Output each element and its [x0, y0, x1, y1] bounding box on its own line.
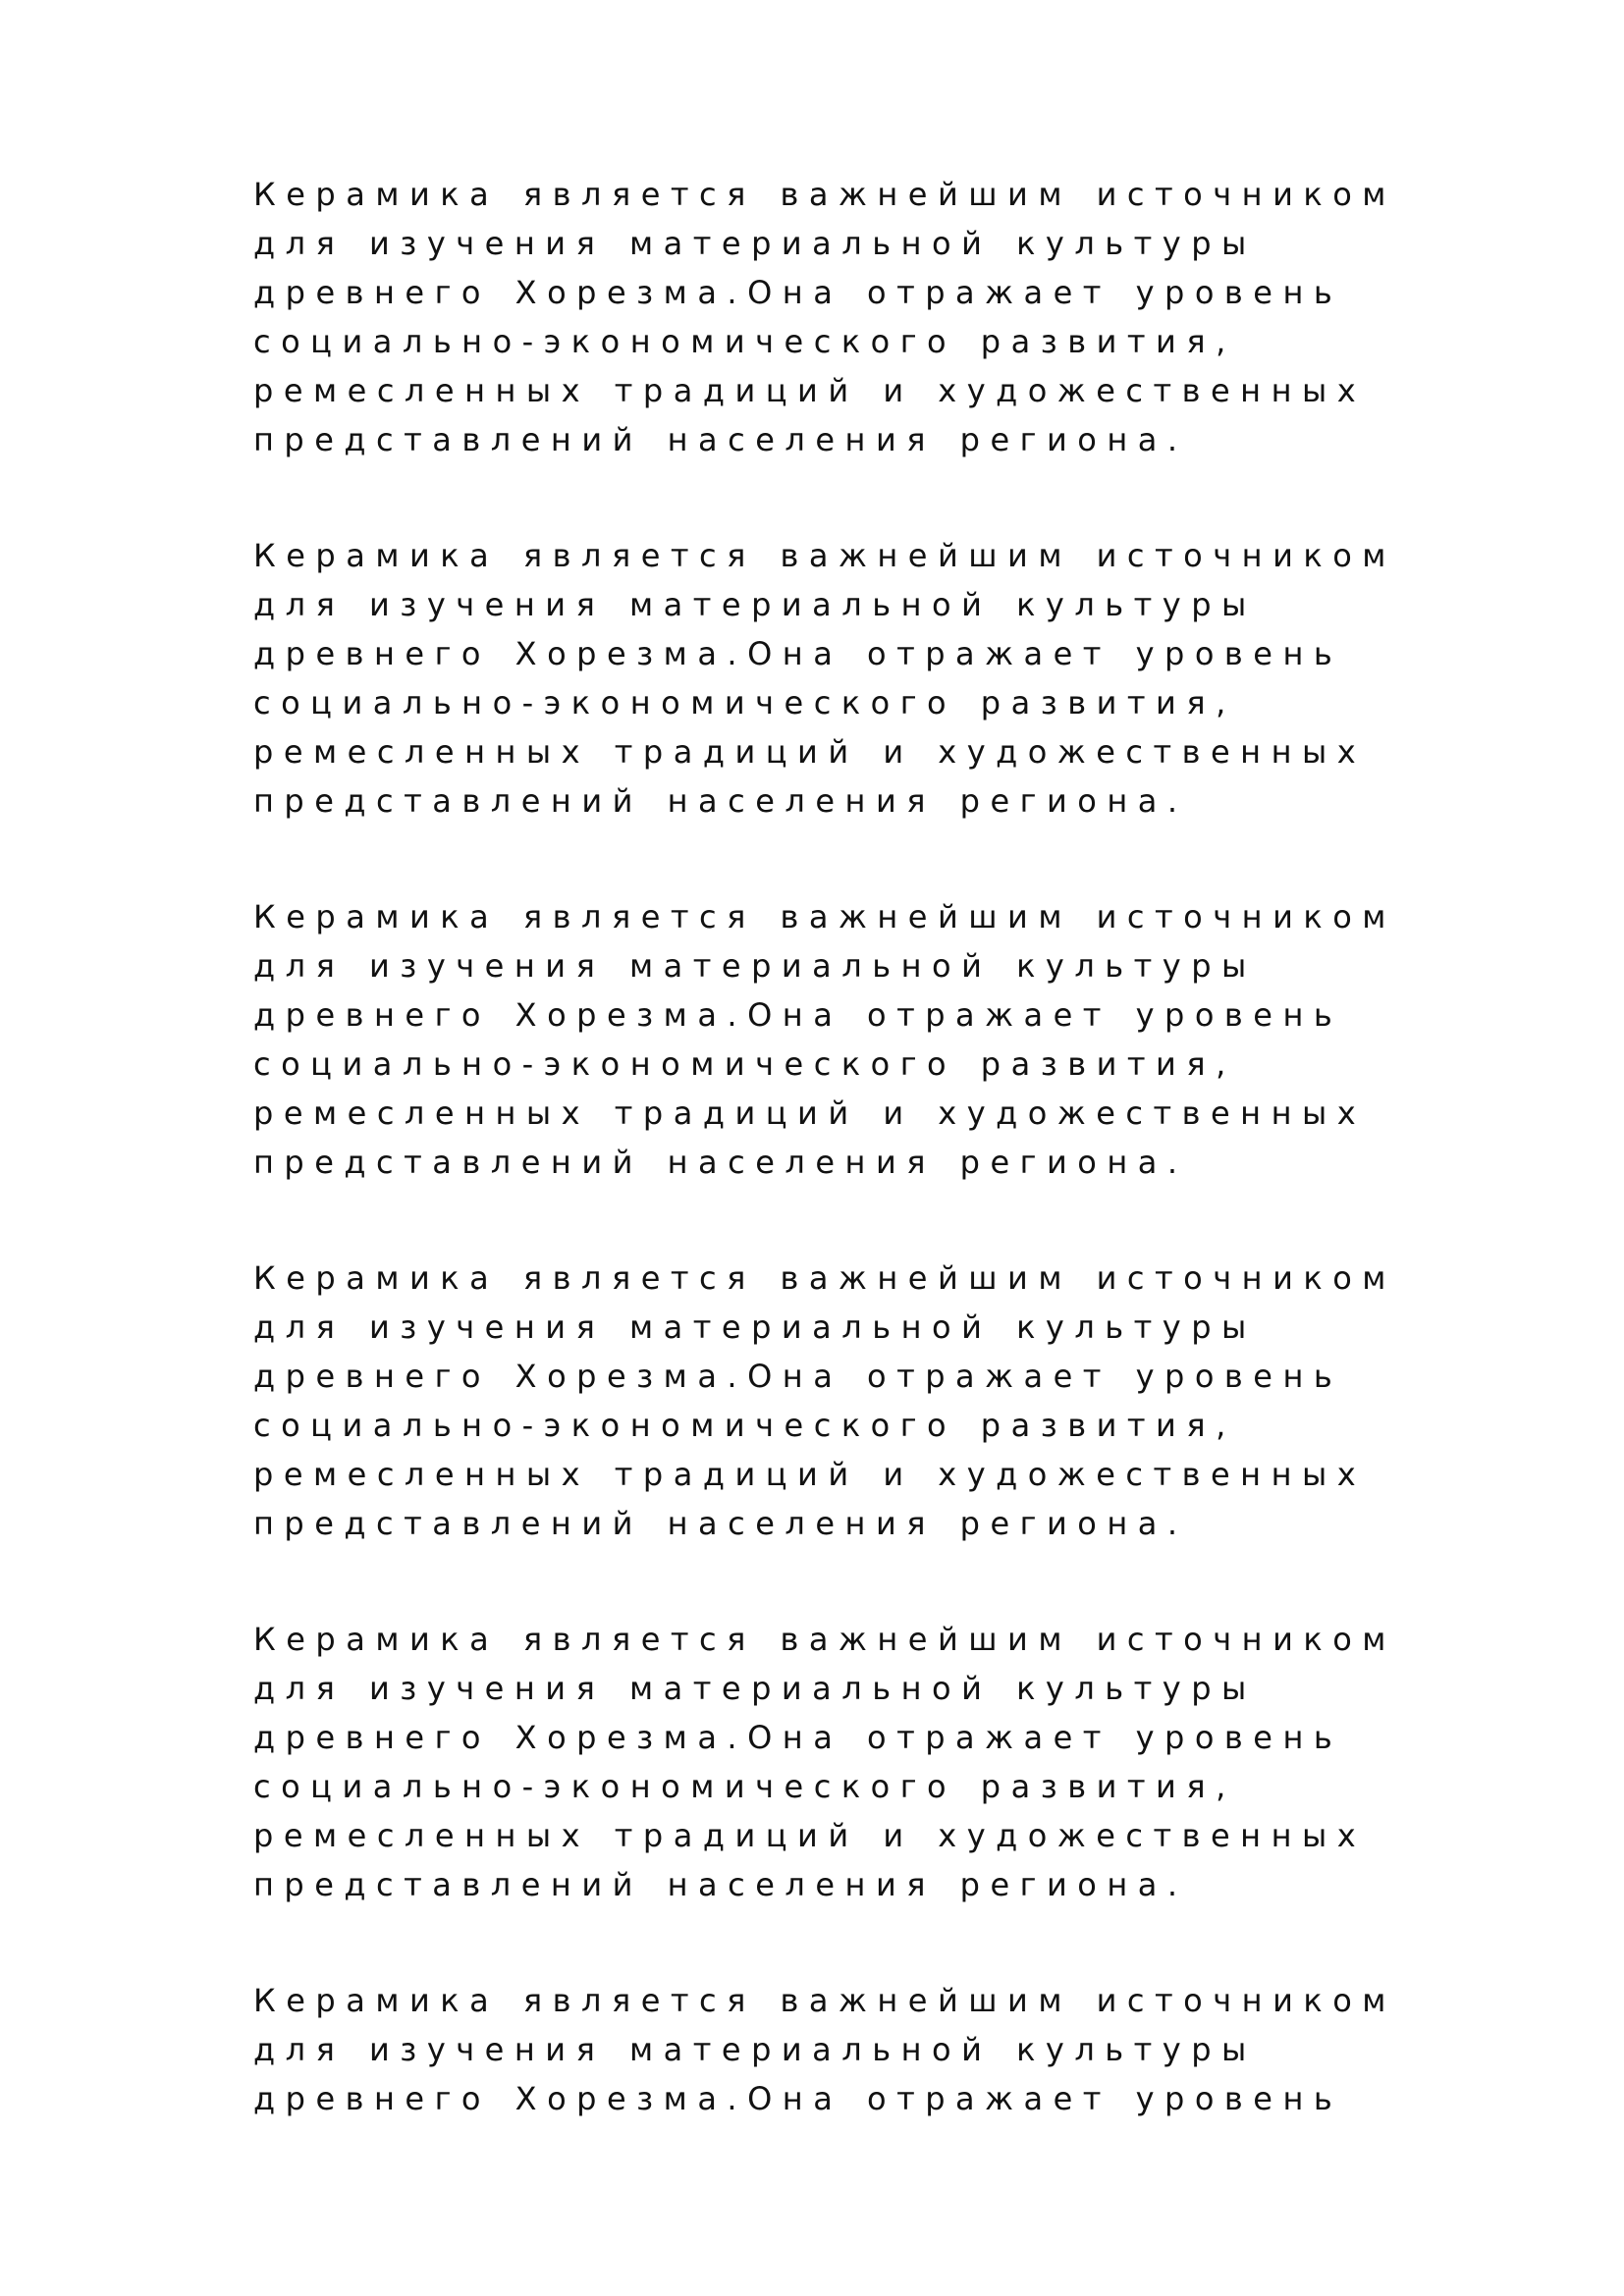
paragraph-4: [253, 1254, 1471, 1548]
paragraph-line: ремесленных традиций и художественных: [253, 1456, 1367, 1493]
paragraph-line: древнего Хорезма.Она отражает уровень: [253, 2080, 1343, 2117]
paragraph-line: Керамика является важнейшим источником: [253, 1621, 1396, 1658]
paragraph-2: [253, 531, 1471, 826]
paragraph-1: [253, 170, 1471, 464]
paragraph-3: [253, 892, 1471, 1187]
paragraph-line: Керамика является важнейшим источником: [253, 898, 1396, 935]
paragraph-line: ремесленных традиций и художественных: [253, 1817, 1367, 1854]
paragraph-line: представлений населения региона.: [253, 1144, 1188, 1181]
paragraph-line: древнего Хорезма.Она отражает уровень: [253, 635, 1343, 672]
paragraph-line: для изучения материальной культуры: [253, 2031, 1257, 2068]
paragraph-line: ремесленных традиций и художественных: [253, 733, 1367, 771]
paragraph-line: социально-экономического развития,: [253, 684, 1236, 721]
paragraph-line: Керамика является важнейшим источником: [253, 537, 1396, 574]
paragraph-line: представлений населения региона.: [253, 782, 1188, 820]
paragraph-line: социально-экономического развития,: [253, 323, 1236, 360]
paragraph-line: древнего Хорезма.Она отражает уровень: [253, 996, 1343, 1034]
paragraph-line: для изучения материальной культуры: [253, 586, 1257, 623]
paragraph-line: представлений населения региона.: [253, 1505, 1188, 1542]
paragraph-line: социально-экономического развития,: [253, 1407, 1236, 1444]
paragraph-line: представлений населения региона.: [253, 1866, 1188, 1903]
paragraph-line: Керамика является важнейшим источником: [253, 1982, 1396, 2019]
paragraph-line: представлений населения региона.: [253, 421, 1188, 458]
paragraph-line: для изучения материальной культуры: [253, 1670, 1257, 1707]
paragraph-line: для изучения материальной культуры: [253, 1308, 1257, 1346]
paragraph-line: социально-экономического развития,: [253, 1768, 1236, 1805]
paragraph-line: древнего Хорезма.Она отражает уровень: [253, 274, 1343, 311]
paragraph-line: для изучения материальной культуры: [253, 947, 1257, 985]
paragraph-line: Керамика является важнейшим источником: [253, 176, 1396, 213]
paragraph-5: [253, 1615, 1471, 1909]
paragraph-6: [253, 1976, 1471, 2123]
paragraph-line: ремесленных традиций и художественных: [253, 1095, 1367, 1132]
paragraph-line: социально-экономического развития,: [253, 1045, 1236, 1083]
paragraph-line: древнего Хорезма.Она отражает уровень: [253, 1719, 1343, 1756]
paragraph-line: древнего Хорезма.Она отражает уровень: [253, 1358, 1343, 1395]
paragraph-line: Керамика является важнейшим источником: [253, 1259, 1396, 1297]
paragraph-line: для изучения материальной культуры: [253, 225, 1257, 262]
paragraph-line: ремесленных традиций и художественных: [253, 372, 1367, 409]
